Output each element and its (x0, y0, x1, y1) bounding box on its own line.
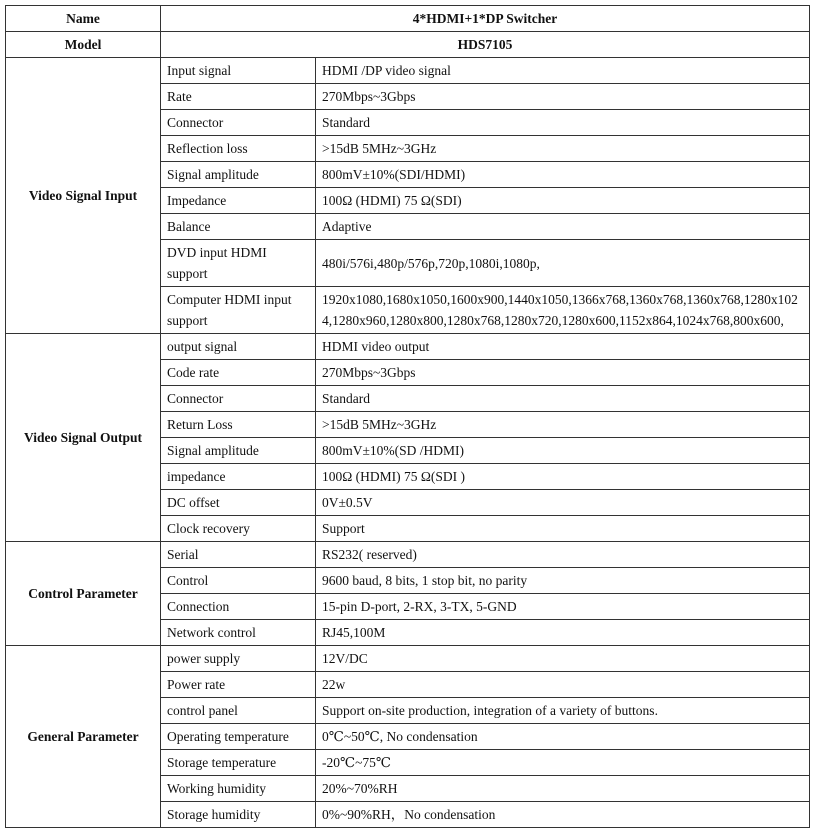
parameter-value: 100Ω (HDMI) 75 Ω(SDI ) (316, 464, 810, 490)
parameter-value: HDMI /DP video signal (316, 58, 810, 84)
parameter-value: 20%~70%RH (316, 776, 810, 802)
parameter-name: Reflection loss (161, 136, 316, 162)
parameter-name: DC offset (161, 490, 316, 516)
parameter-value: HDMI video output (316, 334, 810, 360)
parameter-name: Signal amplitude (161, 162, 316, 188)
parameter-name: Storage humidity (161, 802, 316, 828)
parameter-value: Standard (316, 386, 810, 412)
spec-row (6, 334, 810, 360)
parameter-value: 800mV±10%(SD /HDMI) (316, 438, 810, 464)
parameter-name: control panel (161, 698, 316, 724)
parameter-value: Adaptive (316, 214, 810, 240)
parameter-value: 800mV±10%(SDI/HDMI) (316, 162, 810, 188)
parameter-name: Rate (161, 84, 316, 110)
spec-row (6, 542, 810, 568)
name-label: Name (6, 6, 161, 32)
parameter-name: Impedance (161, 188, 316, 214)
parameter-value: 15-pin D-port, 2-RX, 3-TX, 5-GND (316, 594, 810, 620)
parameter-value: 270Mbps~3Gbps (316, 84, 810, 110)
parameter-value: 100Ω (HDMI) 75 Ω(SDI) (316, 188, 810, 214)
parameter-name: Serial (161, 542, 316, 568)
parameter-name: Operating temperature (161, 724, 316, 750)
parameter-name: Return Loss (161, 412, 316, 438)
parameter-name: Network control (161, 620, 316, 646)
parameter-name: Computer HDMI input support (161, 287, 316, 334)
parameter-value: 1920x1080,1680x1050,1600x900,1440x1050,1366x768,1360x768,1360x768,1280x1024,1280x960,1280x800,1280x768,1280x720,1280x600,1152x864,1024x768,800x600, (316, 287, 810, 334)
model-number: HDS7105 (161, 32, 810, 58)
parameter-name: Connection (161, 594, 316, 620)
spec-table (5, 5, 810, 828)
parameter-value: 0V±0.5V (316, 490, 810, 516)
parameter-value: RJ45,100M (316, 620, 810, 646)
section-title: Video Signal Input (6, 58, 161, 334)
parameter-name: Signal amplitude (161, 438, 316, 464)
parameter-name: Connector (161, 110, 316, 136)
model-row (6, 32, 810, 58)
parameter-name: Storage temperature (161, 750, 316, 776)
parameter-value: -20℃~75℃ (316, 750, 810, 776)
parameter-value: 12V/DC (316, 646, 810, 672)
parameter-value: >15dB 5MHz~3GHz (316, 412, 810, 438)
parameter-name: power supply (161, 646, 316, 672)
parameter-name: Working humidity (161, 776, 316, 802)
section-title: Control Parameter (6, 542, 161, 646)
parameter-value: Support (316, 516, 810, 542)
parameter-name: Control (161, 568, 316, 594)
parameter-value: 22w (316, 672, 810, 698)
section-title: Video Signal Output (6, 334, 161, 542)
parameter-name: Input signal (161, 58, 316, 84)
parameter-value: Standard (316, 110, 810, 136)
parameter-name: Balance (161, 214, 316, 240)
product-name: 4*HDMI+1*DP Switcher (161, 6, 810, 32)
parameter-name: Clock recovery (161, 516, 316, 542)
parameter-value: RS232( reserved) (316, 542, 810, 568)
parameter-name: Code rate (161, 360, 316, 386)
spec-row (6, 646, 810, 672)
parameter-value: 480i/576i,480p/576p,720p,1080i,1080p, (316, 240, 810, 287)
name-row (6, 6, 810, 32)
spec-row (6, 58, 810, 84)
parameter-value: 270Mbps~3Gbps (316, 360, 810, 386)
parameter-value: 9600 baud, 8 bits, 1 stop bit, no parity (316, 568, 810, 594)
parameter-name: DVD input HDMI support (161, 240, 316, 287)
section-title: General Parameter (6, 646, 161, 828)
parameter-name: Power rate (161, 672, 316, 698)
parameter-value: 0℃~50℃, No condensation (316, 724, 810, 750)
parameter-value: >15dB 5MHz~3GHz (316, 136, 810, 162)
parameter-value: Support on-site production, integration of a variety of buttons. (316, 698, 810, 724)
parameter-name: output signal (161, 334, 316, 360)
parameter-name: Connector (161, 386, 316, 412)
parameter-value: 0%~90%RH，No condensation (316, 802, 810, 828)
parameter-name: impedance (161, 464, 316, 490)
model-label: Model (6, 32, 161, 58)
